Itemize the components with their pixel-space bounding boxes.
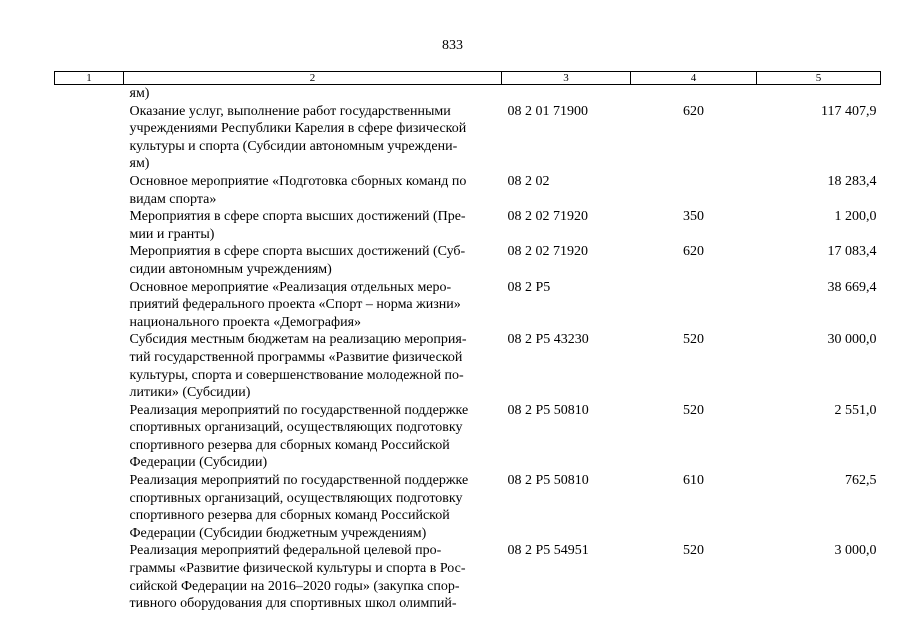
table-row (55, 85, 881, 103)
expense-type-cell (631, 85, 757, 103)
description-line: спортивных организаций, осуществляющих подготовку (129, 420, 463, 436)
row-number-cell (55, 173, 124, 208)
description-line: сийской Федерации на 2016–2020 годы» (закупка спор- (129, 578, 460, 594)
code-cell: 08 2 02 (507, 173, 550, 189)
code-cell: 08 2 P5 50810 (507, 473, 589, 489)
description-line: тивного оборудования для спортивных школ олимпий- (129, 596, 457, 612)
description-cell (124, 279, 502, 332)
table-row (55, 331, 881, 401)
amount-cell: 18 283,4 (827, 173, 877, 189)
description-cell (124, 472, 502, 542)
description-cell (124, 542, 502, 612)
amount-cell (757, 85, 881, 103)
budget-table (54, 71, 881, 613)
amount-cell: 38 669,4 (827, 279, 877, 295)
amount-cell: 17 083,4 (827, 244, 877, 260)
table-row (55, 243, 881, 278)
description-cell (124, 85, 502, 103)
description-line: учреждениями Республики Карелия в сфере физической (129, 121, 467, 137)
description-cell (124, 243, 502, 278)
description-line: ям) (129, 156, 150, 172)
page-number: 833 (442, 38, 463, 53)
row-number-cell (55, 85, 124, 103)
description-cell (124, 173, 502, 208)
expense-type-cell: 620 (683, 103, 704, 119)
code-cell: 08 2 01 71900 (507, 103, 588, 119)
row-number-cell (55, 331, 124, 401)
description-line: Реализация мероприятий по государственной поддержке (129, 473, 469, 489)
description-line: Федерации (Субсидии бюджетным учреждениям) (129, 525, 427, 541)
description-line: литики» (Субсидии) (129, 385, 251, 401)
expense-type-cell: 520 (683, 543, 704, 559)
row-number-cell (55, 243, 124, 278)
description-cell (124, 208, 502, 243)
amount-cell: 117 407,9 (821, 103, 877, 119)
description-line: Субсидия местным бюджетам на реализацию мероприя- (129, 332, 467, 348)
row-number-cell (55, 208, 124, 243)
description-line: видам спорта» (129, 191, 217, 207)
amount-cell: 2 551,0 (834, 402, 877, 418)
row-number-cell (55, 472, 124, 542)
table-row (55, 103, 881, 173)
code-cell: 08 2 P5 (507, 279, 551, 295)
column-header-1: 1 (55, 72, 124, 85)
amount-cell: 30 000,0 (827, 332, 877, 348)
column-header-2: 2 (124, 72, 502, 85)
table-row (55, 208, 881, 243)
expense-type-cell: 610 (683, 473, 704, 489)
table-row (55, 542, 881, 612)
description-line: культуры и спорта (Субсидии автономным учреждени- (129, 138, 458, 154)
column-header-4: 4 (631, 72, 757, 85)
column-header-3: 3 (502, 72, 631, 85)
description-line: Реализация мероприятий федеральной целевой про- (129, 543, 442, 559)
expense-type-cell: 520 (683, 332, 704, 348)
amount-cell: 1 200,0 (834, 209, 877, 225)
table-row (55, 472, 881, 542)
description-line: приятий федерального проекта «Спорт – норма жизни» (129, 297, 461, 313)
header-row (55, 72, 881, 85)
code-cell: 08 2 P5 43230 (507, 332, 589, 348)
description-cell (124, 103, 502, 173)
description-line: культуры, спорта и совершенствование молодежной по- (129, 367, 464, 383)
row-number-cell (55, 279, 124, 332)
row-number-cell (55, 542, 124, 612)
table-row (55, 279, 881, 332)
description-line: тий государственной программы «Развитие физической (129, 349, 463, 365)
description-line: ям) (129, 86, 150, 101)
description-line: национального проекта «Демография» (129, 314, 362, 330)
amount-cell: 3 000,0 (834, 543, 877, 559)
row-number-cell (55, 402, 124, 472)
code-cell: 08 2 02 71920 (507, 244, 588, 260)
row-number-cell (55, 103, 124, 173)
description-line: Мероприятия в сфере спорта высших достижений (Суб- (129, 244, 466, 260)
code-cell: 08 2 02 71920 (507, 209, 588, 225)
code-cell (502, 85, 631, 103)
expense-type-cell: 620 (683, 244, 704, 260)
description-line: Федерации (Субсидии) (129, 455, 268, 471)
expense-type-cell (631, 279, 757, 332)
description-line: спортивного резерва для сборных команд Российской (129, 508, 450, 524)
description-line: Основное мероприятие «Реализация отдельных меро- (129, 279, 452, 295)
code-cell: 08 2 P5 50810 (507, 402, 589, 418)
amount-cell: 762,5 (845, 473, 877, 489)
code-cell: 08 2 P5 54951 (507, 543, 589, 559)
description-line: спортивного резерва для сборных команд Российской (129, 437, 450, 453)
description-line: Основное мероприятие «Подготовка сборных команд по (129, 173, 467, 189)
expense-type-cell: 350 (683, 209, 704, 225)
description-line: граммы «Развитие физической культуры и спорта в Рос- (129, 561, 466, 577)
column-header-5: 5 (757, 72, 881, 85)
description-line: Оказание услуг, выполнение работ государственными (129, 103, 451, 119)
table-row (55, 173, 881, 208)
description-cell (124, 402, 502, 472)
description-line: спортивных организаций, осуществляющих подготовку (129, 490, 463, 506)
expense-type-cell: 520 (683, 402, 704, 418)
description-cell (124, 331, 502, 401)
description-line: сидии автономным учреждениям) (129, 261, 332, 277)
description-line: мии и гранты) (129, 226, 215, 242)
description-line: Реализация мероприятий по государственной поддержке (129, 402, 469, 418)
description-line: Мероприятия в сфере спорта высших достижений (Пре- (129, 209, 466, 225)
expense-type-cell (631, 173, 757, 208)
table-row (55, 402, 881, 472)
